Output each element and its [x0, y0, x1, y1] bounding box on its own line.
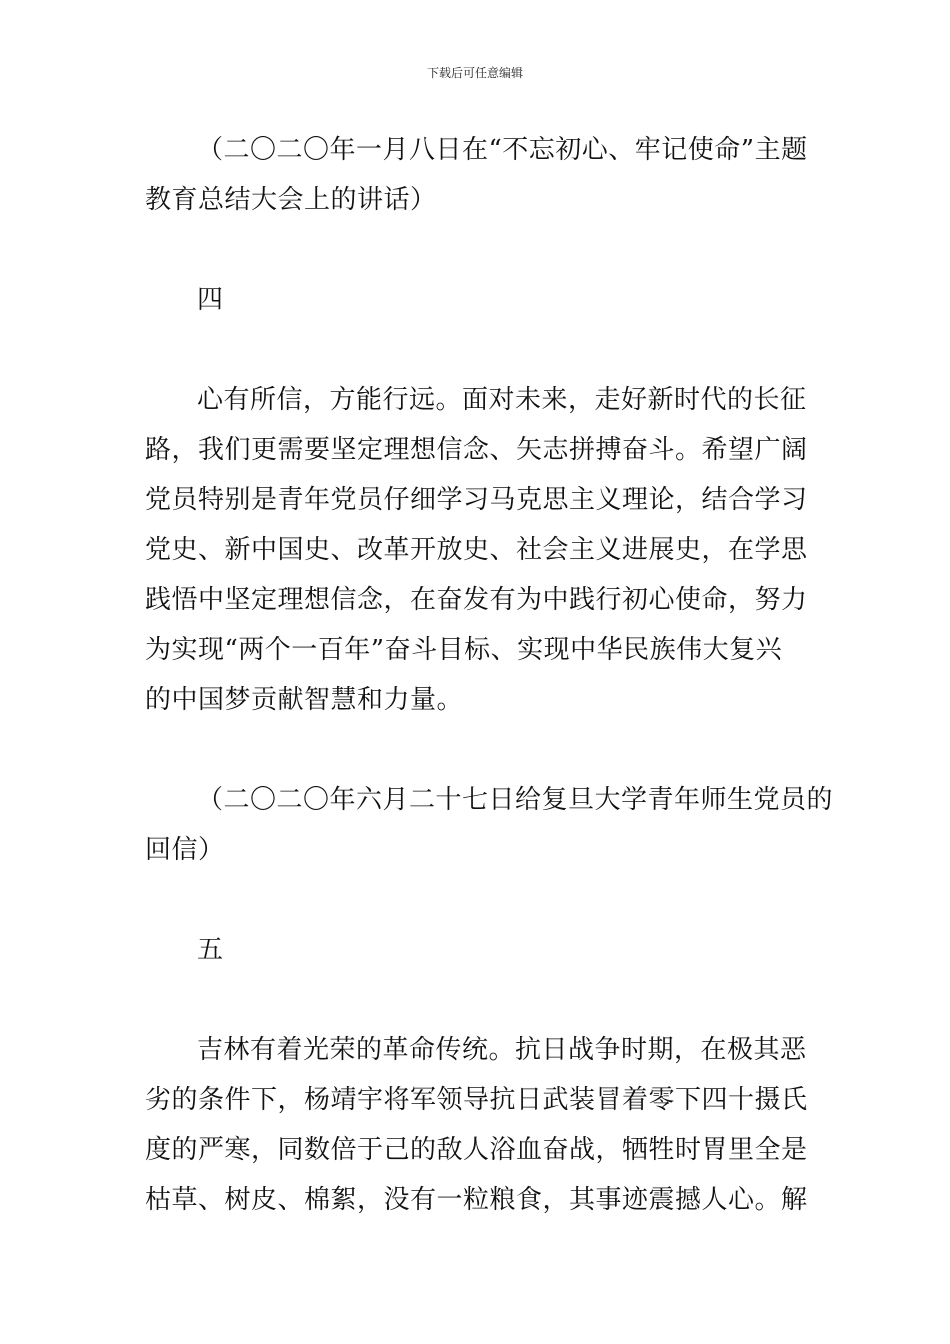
text-line: 路，我们更需要坚定理想信念、矢志拼搏奋斗。希望广阔	[145, 435, 808, 465]
text-line: 吉林有着光荣的革命传统。抗日战争时期，在极其恶	[197, 1035, 807, 1065]
text-line: 党员特别是青年党员仔细学习马克思主义理论，结合学习	[145, 485, 808, 515]
text-line: （二〇二〇年六月二十七日给复旦大学青年师生党员的	[197, 785, 834, 815]
text-line: 度的严寒，同数倍于己的敌人浴血奋战，牺牲时胃里全是	[145, 1135, 808, 1165]
text-line: 党史、新中国史、改革开放史、社会主义进展史，在学思	[145, 535, 808, 565]
text-line: 践悟中坚定理想信念，在奋发有为中践行初心使命，努力	[145, 585, 808, 615]
text-line: 为实现“两个一百年”奋斗目标、实现中华民族伟大复兴	[145, 635, 783, 665]
text-line: 心有所信，方能行远。面对未来，走好新时代的长征	[197, 385, 807, 415]
section-number: 四	[197, 285, 224, 315]
section-number: 五	[197, 935, 224, 965]
text-line: 劣的条件下，杨靖宇将军领导抗日武装冒着零下四十摄氏	[145, 1085, 808, 1115]
text-line: （二〇二〇年一月八日在“不忘初心、牢记使命”主题	[197, 135, 808, 165]
text-line: 回信）	[145, 835, 225, 865]
text-line: 的中国梦贡献智慧和力量。	[145, 685, 464, 715]
text-line: 枯草、树皮、棉絮，没有一粒粮食，其事迹震撼人心。解	[145, 1185, 808, 1215]
page-header: 下载后可任意编辑	[426, 66, 523, 80]
text-line: 教育总结大会上的讲话）	[145, 185, 437, 215]
